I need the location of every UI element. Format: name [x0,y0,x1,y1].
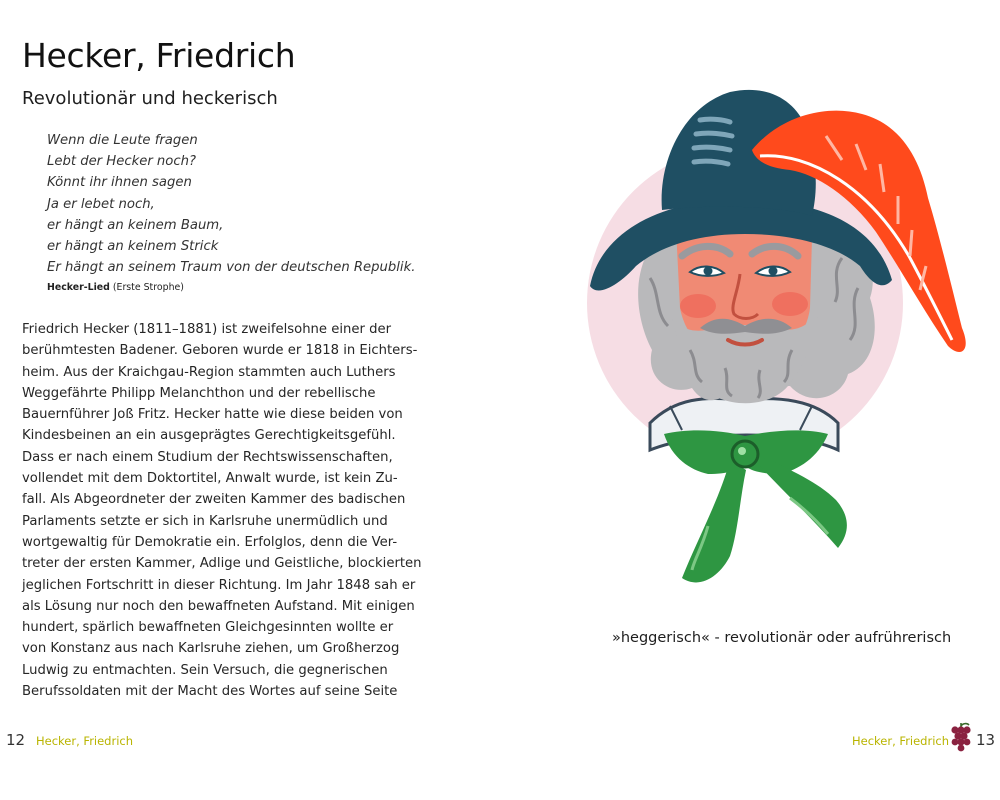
poem-quote [47,130,447,278]
body-line: Berufssoldaten mit der Macht des Wortes auf seine Seite [22,684,398,700]
body-line: fall. Als Abgeordneter der zweiten Kammer des badischen [22,492,406,508]
body-line: Ludwig zu entmachten. Sein Versuch, die gegnerischen [22,662,388,678]
poem-line: Ja er lebet noch, [47,196,155,212]
body-line: von Konstanz aus nach Karlsruhe ziehen, um Großherzog [22,641,400,657]
scarf-brooch [732,441,758,467]
poem-line: er hängt an keinem Strick [47,239,219,255]
running-head-left: Hecker, Friedrich [36,734,134,748]
poem-line: Wenn die Leute fragen [47,133,198,148]
poem-source-note: (Erste Strophe) [112,282,184,293]
running-head-right: Hecker, Friedrich [852,734,950,748]
body-line: Weggefährte Philipp Melanchthon und der rebellische [22,385,376,401]
portrait-illustration [580,78,990,608]
poem-source [47,282,184,293]
page-subtitle: Revolutionär und heckerisch [22,88,278,109]
body-line: Parlaments setzte er sich in Karlsruhe unermüdlich und [22,513,388,529]
poem-line: Könnt ihr ihnen sagen [47,175,192,191]
grape-icon [950,722,972,752]
body-line: Bauernführer Joß Fritz. Hecker hatte wie diese beiden von [22,407,403,423]
scarf-end-right [756,458,847,548]
poem-line: Lebt der Hecker noch? [47,154,196,170]
body-line: vollendet mit dem Doktortitel, Anwalt wurde, ist kein Zu- [22,471,398,487]
poem-source-title: Hecker-Lied [47,282,110,293]
right-page [500,0,1000,800]
poem-line: er hängt an keinem Baum, [47,217,224,233]
body-line: Dass er nach einem Studium der Rechtswissenschaften, [22,449,393,465]
body-line: jeglichen Fortschritt in dieser Richtung. Im Jahr 1848 sah er [22,577,416,593]
body-line: treter der ersten Kammer, Adlige und Geistliche, blockierten [22,556,422,572]
body-line: Friedrich Hecker (1811–1881) ist zweifelsohne einer der [22,322,391,337]
body-line: heim. Aus der Kraichgau-Region stammten auch Luthers [22,364,396,380]
body-line: berühmtesten Badener. Geboren wurde er 1818 in Eichters- [22,343,418,359]
illustration-caption: »heggerisch« - revolutionär oder aufrührerisch [612,630,952,646]
body-line: wortgewaltig für Demokratie ein. Erfolglos, denn die Ver- [22,534,398,550]
page-title: Hecker, Friedrich [22,36,296,75]
scarf-end-left [682,460,746,582]
poem-line: Er hängt an seinem Traum von der deutschen Republik. [47,260,416,276]
body-text [22,319,422,702]
body-line: hundert, spärlich bewaffneten Gleichgesinnten wollte er [22,620,394,636]
body-line: Kindesbeinen an ein ausgeprägtes Gerechtigkeitsgefühl. [22,428,396,444]
page-number-right: 13 [976,731,996,749]
page-number-left: 12 [6,731,26,749]
body-line: als Lösung nur noch den bewaffneten Aufstand. Mit einigen [22,598,415,614]
